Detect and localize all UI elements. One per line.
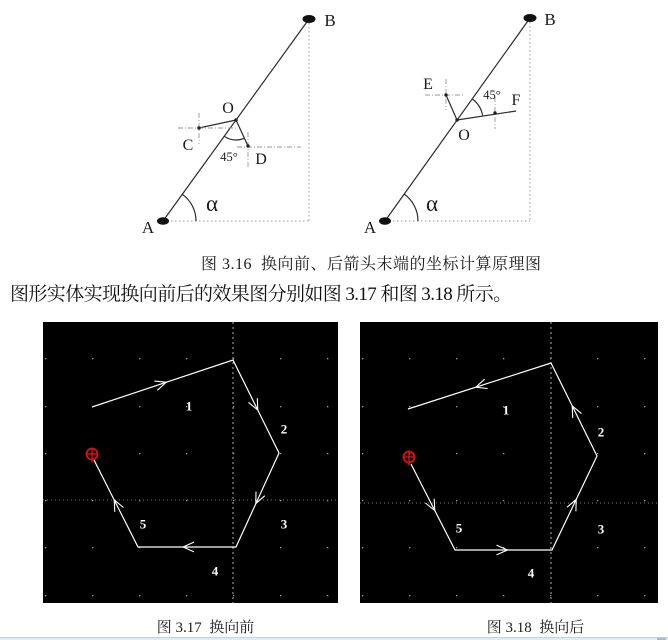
figure-3-16-diagram	[0, 0, 668, 250]
grid-dot	[139, 406, 140, 407]
grid-dot	[503, 500, 504, 501]
label-45deg-right: 45°	[483, 88, 501, 102]
grid-dot	[45, 406, 46, 407]
body-paragraph: 图形实体实现换向前后的效果图分别如图 3.17 和图 3.18 所示。	[10, 284, 512, 305]
grid-dot	[45, 453, 46, 454]
label-alpha-left: α	[205, 191, 219, 216]
segment-number: 2	[597, 424, 605, 440]
point-a-right	[379, 217, 391, 225]
grid-dot	[280, 547, 281, 548]
grid-dot	[186, 453, 187, 454]
arc-alpha-left	[182, 194, 196, 221]
grid-dot	[503, 595, 504, 596]
grid-dot	[362, 358, 363, 359]
grid-dot	[45, 595, 46, 596]
segment-number: 4	[211, 563, 219, 579]
cad-viewport-after	[360, 322, 658, 603]
segment-number: 1	[185, 398, 193, 414]
segment-number: 3	[597, 521, 605, 537]
polyline-before-drawing	[43, 322, 338, 603]
grid-dot	[503, 358, 504, 359]
line-of	[457, 111, 516, 120]
polyline-entity	[92, 360, 279, 547]
grid-dot	[362, 453, 363, 454]
grid-dot	[45, 358, 46, 359]
grid-dot	[327, 358, 328, 359]
grid-dot	[409, 595, 410, 596]
grid-dot	[456, 595, 457, 596]
grid-dot	[139, 595, 140, 596]
grid-dot	[644, 595, 645, 596]
grid-dot	[456, 358, 457, 359]
label-d: D	[255, 151, 267, 168]
grid-dot	[362, 500, 363, 501]
grid-dot	[597, 547, 598, 548]
grid-dot	[139, 358, 140, 359]
grid-dot	[597, 406, 598, 407]
grid-dot	[45, 500, 46, 501]
point-a-left	[157, 217, 169, 225]
label-a-left: A	[141, 218, 155, 237]
segment-number: 5	[455, 520, 463, 536]
grid-dot	[92, 358, 93, 359]
label-b-left: B	[324, 11, 336, 30]
figure-3-18-caption: 图 3.18 换向后	[486, 620, 585, 636]
grid-dot	[362, 595, 363, 596]
line-od	[236, 120, 248, 146]
point-d	[246, 144, 249, 147]
grid-dot	[456, 453, 457, 454]
label-c: C	[182, 137, 194, 154]
grid-dot	[456, 547, 457, 548]
grid-dot	[409, 547, 410, 548]
grid-dot	[597, 453, 598, 454]
segment-number: 4	[527, 565, 535, 581]
grid-dot	[644, 453, 645, 454]
grid-dot	[327, 453, 328, 454]
grid-dot	[644, 406, 645, 407]
grid-dot	[327, 406, 328, 407]
grid-dot	[597, 595, 598, 596]
arc-45-left	[224, 136, 244, 140]
grid-dot	[233, 500, 234, 501]
point-o-left	[234, 118, 237, 121]
grid-dot	[456, 500, 457, 501]
grid-dot	[550, 595, 551, 596]
grid-dot	[233, 595, 234, 596]
segment-number: 1	[502, 402, 510, 418]
label-alpha-right: α	[425, 191, 439, 216]
arc-alpha-right	[404, 194, 418, 221]
grid-dot	[280, 595, 281, 596]
grid-dot	[327, 547, 328, 548]
grid-dot	[362, 406, 363, 407]
grid-dot	[186, 358, 187, 359]
segment-number: 5	[139, 516, 147, 532]
grid-dot	[597, 358, 598, 359]
label-f: F	[511, 92, 521, 109]
figure-3-17-caption: 图 3.17 换向前	[156, 620, 255, 636]
grid-dot	[92, 547, 93, 548]
figure-3-16-caption: 图 3.16 换向前、后箭头末端的坐标计算原理图	[201, 256, 542, 273]
grid-dot	[92, 595, 93, 596]
line-oe	[446, 95, 457, 120]
label-a-right: A	[363, 218, 377, 237]
segment-number: 2	[280, 421, 288, 437]
grid-dot	[409, 500, 410, 501]
grid-dot	[644, 358, 645, 359]
grid-dot	[597, 500, 598, 501]
grid-dot	[409, 358, 410, 359]
label-o-right: O	[458, 127, 470, 144]
grid-dot	[280, 358, 281, 359]
grid-dot	[92, 500, 93, 501]
grid-dot	[644, 547, 645, 548]
grid-dot	[644, 500, 645, 501]
polyline-entity	[408, 363, 597, 550]
point-o-right	[455, 118, 458, 121]
point-b-left	[303, 15, 316, 23]
polyline-after-drawing	[360, 322, 658, 603]
point-b-right	[524, 14, 537, 22]
cad-viewport-before	[43, 322, 338, 603]
grid-dot	[550, 500, 551, 501]
grid-dot	[327, 595, 328, 596]
grid-dot	[186, 595, 187, 596]
grid-dot	[139, 453, 140, 454]
grid-dot	[45, 547, 46, 548]
arc-45-right	[472, 99, 483, 115]
grid-dot	[503, 453, 504, 454]
point-f	[493, 111, 496, 114]
segment-number: 3	[280, 516, 288, 532]
grid-dot	[280, 406, 281, 407]
point-c	[197, 126, 200, 129]
grid-dot	[280, 500, 281, 501]
grid-dot	[456, 406, 457, 407]
grid-dot	[409, 406, 410, 407]
point-e	[444, 93, 447, 96]
label-o-left: O	[222, 100, 234, 117]
grid-dot	[362, 547, 363, 548]
grid-dot	[280, 453, 281, 454]
label-45deg-left: 45°	[220, 150, 238, 164]
label-b-right: B	[544, 10, 556, 29]
label-e: E	[423, 76, 433, 93]
